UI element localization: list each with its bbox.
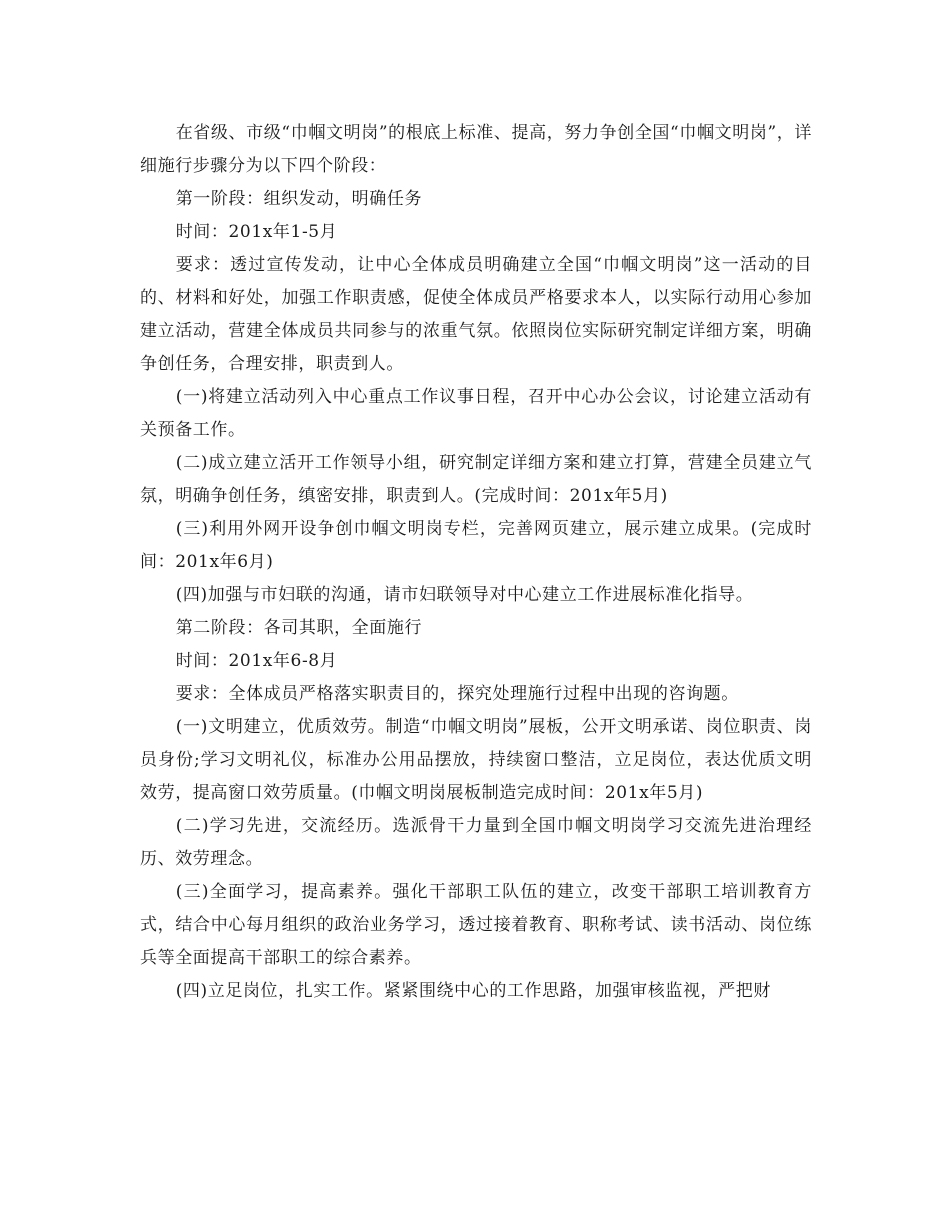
stage-two-time: 时间：201x年6-8月 bbox=[175, 651, 338, 671]
stage-one-item-2: (二)成立建立活开工作领导小组，研究制定详细方案和建立打算，营建全员建立气氛，明确争创任务，缜密安排，职责到人。(完成时间：201x年5月) bbox=[140, 453, 812, 506]
stage-one-item-3: (三)利用外网开设争创巾帼文明岗专栏，完善网页建立，展示建立成果。(完成时间：201x年6月) bbox=[140, 519, 812, 572]
paragraph-intro: 在省级、市级“巾帼文明岗”的根底上标准、提高，努力争创全国“巾帼文明岗”，详细施行步骤分为以下四个阶段： bbox=[140, 123, 812, 176]
stage-two-item-2: (二)学习先进，交流经历。选派骨干力量到全国巾帼文明岗学习交流先进治理经历、效劳理念。 bbox=[140, 816, 812, 869]
document-body bbox=[140, 117, 812, 1008]
stage-two-item-3: (三)全面学习，提高素养。强化干部职工队伍的建立，改变干部职工培训教育方式，结合中心每月组织的政治业务学习，透过接着教育、职称考试、读书活动、岗位练兵等全面提高干部职工的综合素养。 bbox=[140, 882, 812, 968]
stage-one-item-4: (四)加强与市妇联的沟通，请市妇联领导对中心建立工作进展标准化指导。 bbox=[175, 585, 754, 605]
heading-stage-two: 第二阶段：各司其职，全面施行 bbox=[175, 618, 423, 638]
heading-stage-one: 第一阶段：组织发动，明确任务 bbox=[175, 189, 423, 209]
stage-two-requirements: 要求：全体成员严格落实职责目的，探究处理施行过程中出现的咨询题。 bbox=[175, 684, 739, 704]
stage-one-requirements: 要求：透过宣传发动，让中心全体成员明确建立全国“巾帼文明岗”这一活动的目的、材料和好处，加强工作职责感，促使全体成员严格要求本人，以实际行动用心参加建立活动，营建全体成员共同参与的浓重气氛。依照岗位实际研究制定详细方案，明确争创任务，合理安排，职责到人。 bbox=[140, 255, 812, 374]
stage-two-item-1: (一)文明建立，优质效劳。制造“巾帼文明岗”展板，公开文明承诺、岗位职责、岗员身份;学习文明礼仪，标准办公用品摆放，持续窗口整洁，立足岗位，表达优质文明效劳，提高窗口效劳质量。(巾帼文明岗展板制造完成时间：201x年5月) bbox=[140, 717, 812, 803]
stage-one-time: 时间：201x年1-5月 bbox=[175, 222, 338, 242]
stage-two-item-4: (四)立足岗位，扎实工作。紧紧围绕中心的工作思路，加强审核监视，严把财 bbox=[175, 981, 771, 1001]
stage-one-item-1: (一)将建立活动列入中心重点工作议事日程，召开中心办公会议，讨论建立活动有关预备工作。 bbox=[140, 387, 812, 440]
